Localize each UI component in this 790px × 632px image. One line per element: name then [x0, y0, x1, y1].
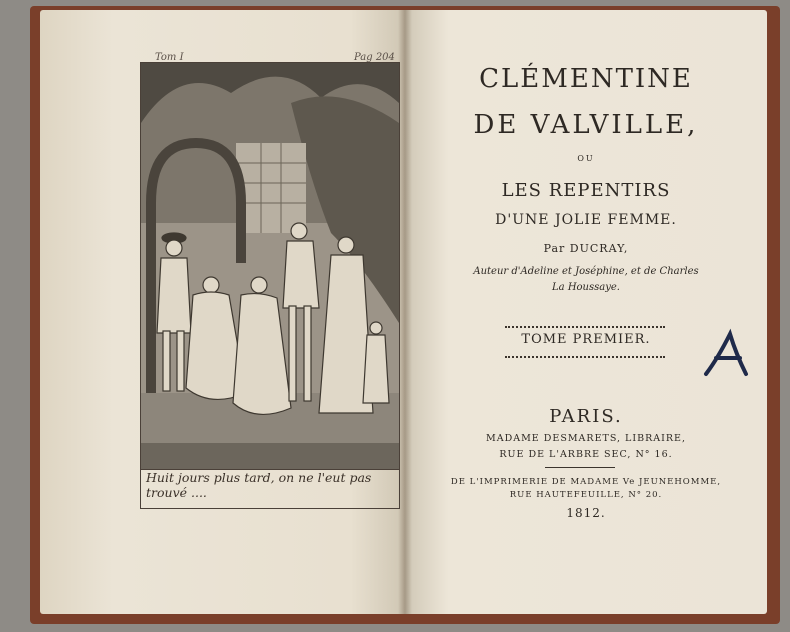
publication-place: PARIS.: [549, 406, 623, 427]
title-line-1: CLÉMENTINE: [479, 64, 693, 94]
subtitle-line-2: D'UNE JOLIE FEMME.: [495, 212, 677, 228]
title-line-2: DE VALVILLE,: [473, 110, 699, 140]
book-gutter: [398, 10, 412, 614]
publication-year: 1812.: [566, 506, 606, 520]
subtitle-line-1: LES REPENTIRS: [501, 180, 671, 201]
author-note-line-1: Auteur d'Adeline et Joséphine, et de Charles: [473, 266, 699, 277]
plate-tome-label: Tom I: [155, 52, 184, 63]
plate-page-label: Pag 204: [354, 52, 395, 63]
publisher-line-1: MADAME DESMARETS, LIBRAIRE,: [486, 433, 686, 444]
ornament-rule-top: [505, 326, 665, 330]
printer-line-2: RUE HAUTEFEUILLE, N° 20.: [509, 490, 663, 500]
publisher-line-2: RUE DE L'ARBRE SEC, N° 16.: [499, 449, 673, 460]
handwritten-ink-mark: [700, 328, 752, 380]
engraving-illustration: [141, 63, 399, 469]
title-conjunction: OU: [577, 154, 595, 163]
frontispiece-engraving: [140, 62, 400, 470]
ornament-rule-bottom: [505, 356, 665, 360]
tome-label: TOME PREMIER.: [521, 332, 651, 347]
author-note-line-2: La Houssaye.: [552, 282, 620, 293]
printer-line-1: DE L'IMPRIMERIE DE MADAME Ve JEUNEHOMME,: [450, 477, 722, 487]
title-page: [405, 10, 767, 614]
author-byline: Par DUCRAY,: [543, 242, 629, 255]
imprint-rule: [545, 467, 615, 468]
engraving-caption: Huit jours plus tard, on ne l'eut pas trouvé ....: [146, 470, 372, 500]
